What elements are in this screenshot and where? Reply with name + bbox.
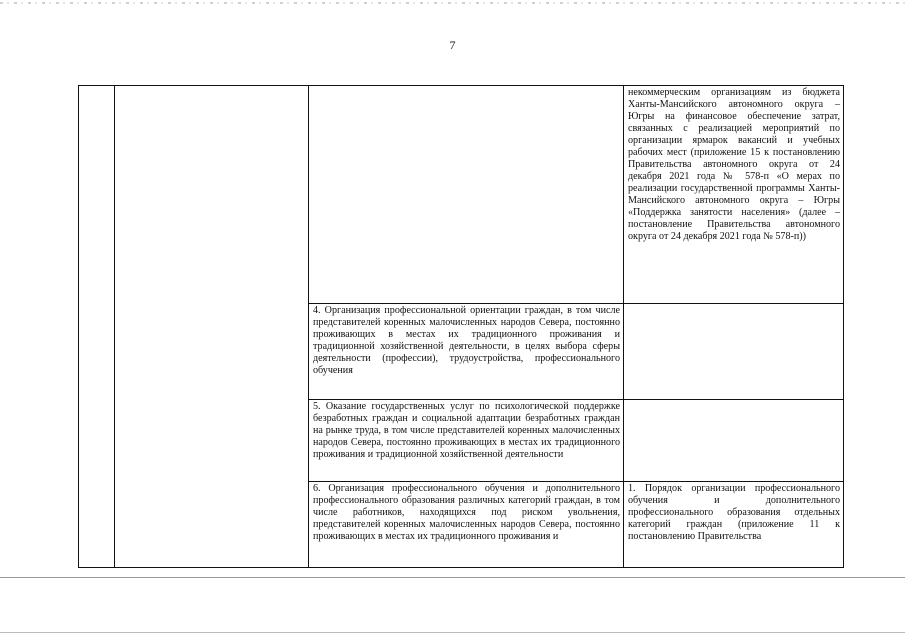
table-cell-col4: [624, 304, 844, 400]
table-cell-col4: некоммерческим организациям из бюджета Ханты-Мансийского автономного округа – Югры на финансовое обеспечение затрат, связанных с реализацией мероприятий по организации ярмарок вакансий и учебных рабочих мест (приложение 15 к постановлению Правительства автономного округа от 24 декабря 2021 года № 578-п «О мерах по реализации государственной программы Ханты-Мансийского автономного округа – Югры «Поддержка занятости населения» (далее – постановление Правительства автономного округа от 24 декабря 2021 года № 578-п)): [624, 86, 844, 304]
table-cell-col2: [115, 86, 309, 568]
scan-bottom-edge: [0, 632, 905, 633]
table-cell-col3: [309, 86, 624, 304]
scan-divider-line: [0, 577, 905, 578]
table-cell-col4: [624, 482, 844, 568]
table-cell-col3: 4. Организация профессиональной ориентации граждан, в том числе представителей коренных малочисленных народов Севера, постоянно проживающих в местах их традиционного проживания и традиционной хозяйственной деятельности, в целях выбора сферы деятельности (профессии), трудоустройства, профессионального обучения: [309, 304, 624, 400]
table-cell-text: 6. Организация профессионального обучения и дополнительного профессионального образования различных категорий граждан, в том числе работников, находящихся под риском увольнения, представителей коренных малочисленных народов Севера, постоянно проживающих в местах их традиционного проживания и: [313, 483, 620, 542]
table-row: [79, 86, 844, 304]
page-number: 7: [449, 38, 456, 52]
table-cell-col1: [79, 86, 115, 568]
table-cell-col3: 5. Оказание государственных услуг по психологической поддержке безработных граждан и социальной адаптации безработных граждан на рынке труда, в том числе представителей коренных малочисленных народов Севера, постоянно проживающих в местах их традиционного проживания и традиционной хозяйственной деятельности: [309, 400, 624, 482]
document-table: [78, 85, 844, 568]
table-cell-col3: [309, 482, 624, 568]
table-cell-col4: [624, 400, 844, 482]
scan-top-edge: [0, 2, 905, 4]
table-cell-text: 1. Порядок организации профессионального обучения и дополнительного профессионального образования отдельных категорий граждан (приложение 11 к постановлению Правительства: [628, 483, 840, 542]
